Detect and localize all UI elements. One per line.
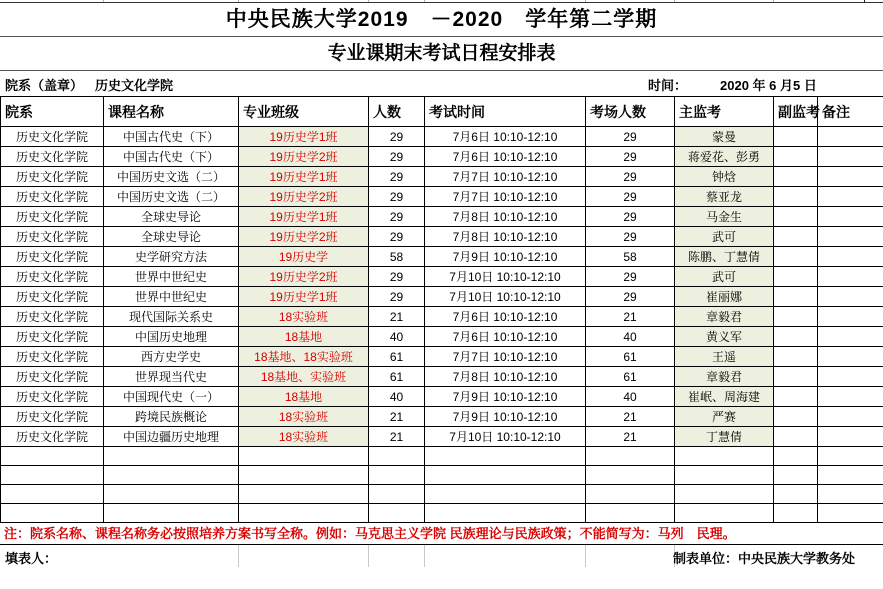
cell-remarks bbox=[818, 147, 883, 167]
empty-cell bbox=[239, 485, 369, 504]
empty-cell bbox=[369, 466, 425, 485]
empty-cell bbox=[425, 504, 586, 523]
cell-student-count: 29 bbox=[369, 207, 425, 227]
cell-department: 历史文化学院 bbox=[1, 307, 104, 327]
cell-chief-invigilator: 章毅君 bbox=[675, 367, 774, 387]
cell-exam-time: 7月7日 10:10-12:10 bbox=[425, 167, 586, 187]
cell-room-count: 40 bbox=[586, 387, 675, 407]
cell-department: 历史文化学院 bbox=[1, 407, 104, 427]
cell-student-count: 61 bbox=[369, 347, 425, 367]
grid-tick bbox=[368, 0, 369, 2]
empty-cell bbox=[1, 504, 104, 523]
cell-chief-invigilator: 崔丽娜 bbox=[675, 287, 774, 307]
cell-course-name: 史学研究方法 bbox=[104, 247, 239, 267]
cell-class: 18基地、实验班 bbox=[239, 367, 369, 387]
cell-chief-invigilator: 陈鹏、丁慧倩 bbox=[675, 247, 774, 267]
table-row bbox=[1, 307, 883, 327]
table-row bbox=[1, 347, 883, 367]
cell-deputy-invigilator bbox=[774, 287, 818, 307]
cell-chief-invigilator: 蒋爱花、彭勇 bbox=[675, 147, 774, 167]
empty-cell bbox=[675, 447, 774, 466]
cell-chief-invigilator: 严赛 bbox=[675, 407, 774, 427]
table-row bbox=[1, 247, 883, 267]
cell-exam-time: 7月8日 10:10-12:10 bbox=[425, 227, 586, 247]
empty-cell bbox=[586, 485, 675, 504]
cell-student-count: 40 bbox=[369, 327, 425, 347]
empty-cell bbox=[1, 466, 104, 485]
cell-department: 历史文化学院 bbox=[1, 147, 104, 167]
cell-remarks bbox=[818, 227, 883, 247]
cell-course-name: 中国历史文选（二） bbox=[104, 187, 239, 207]
cell-class: 19历史学2班 bbox=[239, 187, 369, 207]
grid-tick bbox=[773, 0, 774, 2]
top-grid-sliver bbox=[0, 0, 883, 3]
cell-course-name: 西方史学史 bbox=[104, 347, 239, 367]
cell-course-name: 现代国际关系史 bbox=[104, 307, 239, 327]
cell-chief-invigilator: 章毅君 bbox=[675, 307, 774, 327]
cell-chief-invigilator: 蒙曼 bbox=[675, 127, 774, 147]
footnote: 注：院系名称、课程名称务必按照培养方案书写全称。例如：马克思主义学院 民族理论与民族政策；不能简写为：马列 民理。 bbox=[0, 523, 883, 545]
page-subtitle: 专业课期末考试日程安排表 bbox=[0, 37, 883, 71]
cell-class: 19历史学2班 bbox=[239, 147, 369, 167]
cell-exam-time: 7月8日 10:10-12:10 bbox=[425, 367, 586, 387]
cell-student-count: 21 bbox=[369, 307, 425, 327]
empty-cell bbox=[818, 466, 883, 485]
empty-cell bbox=[369, 447, 425, 466]
header-deputy-invigilator: 副监考 bbox=[774, 97, 818, 127]
cell-room-count: 29 bbox=[586, 287, 675, 307]
empty-cell bbox=[425, 447, 586, 466]
cell-exam-time: 7月7日 10:10-12:10 bbox=[425, 347, 586, 367]
cell-deputy-invigilator bbox=[774, 407, 818, 427]
cell-exam-time: 7月7日 10:10-12:10 bbox=[425, 187, 586, 207]
cell-exam-time: 7月9日 10:10-12:10 bbox=[425, 387, 586, 407]
empty-cell bbox=[675, 485, 774, 504]
empty-cell bbox=[239, 466, 369, 485]
cell-exam-time: 7月10日 10:10-12:10 bbox=[425, 287, 586, 307]
cell-student-count: 29 bbox=[369, 167, 425, 187]
cell-remarks bbox=[818, 207, 883, 227]
cell-course-name: 中国古代史（下） bbox=[104, 127, 239, 147]
cell-room-count: 29 bbox=[586, 267, 675, 287]
cell-student-count: 21 bbox=[369, 407, 425, 427]
cell-class: 19历史学 bbox=[239, 247, 369, 267]
empty-table-row bbox=[1, 466, 883, 485]
grid-tick bbox=[585, 0, 586, 2]
empty-cell bbox=[425, 485, 586, 504]
cell-remarks bbox=[818, 387, 883, 407]
cell-remarks bbox=[818, 267, 883, 287]
grid-tick bbox=[424, 0, 425, 2]
cell-chief-invigilator: 钟焓 bbox=[675, 167, 774, 187]
empty-table-row bbox=[1, 485, 883, 504]
empty-cell bbox=[818, 504, 883, 523]
cell-remarks bbox=[818, 347, 883, 367]
cell-student-count: 29 bbox=[369, 267, 425, 287]
date-value: 2020 年 6 月5 日 bbox=[720, 78, 817, 93]
cell-class: 18基地 bbox=[239, 327, 369, 347]
cell-deputy-invigilator bbox=[774, 387, 818, 407]
empty-cell bbox=[774, 466, 818, 485]
cell-course-name: 中国古代史（下） bbox=[104, 147, 239, 167]
page-title: 中央民族大学2019 －2020 学年第二学期 bbox=[0, 3, 883, 37]
cell-department: 历史文化学院 bbox=[1, 247, 104, 267]
cell-class: 18实验班 bbox=[239, 307, 369, 327]
cell-course-name: 世界中世纪史 bbox=[104, 267, 239, 287]
cell-course-name: 世界中世纪史 bbox=[104, 287, 239, 307]
empty-cell bbox=[1, 485, 104, 504]
cell-class: 18基地、18实验班 bbox=[239, 347, 369, 367]
grid-tick bbox=[864, 0, 865, 3]
empty-cell bbox=[1, 447, 104, 466]
cell-exam-time: 7月10日 10:10-12:10 bbox=[425, 267, 586, 287]
cell-exam-time: 7月6日 10:10-12:10 bbox=[425, 307, 586, 327]
cell-remarks bbox=[818, 367, 883, 387]
cell-room-count: 29 bbox=[586, 227, 675, 247]
footer-gridline bbox=[238, 545, 239, 567]
cell-department: 历史文化学院 bbox=[1, 347, 104, 367]
table-row bbox=[1, 407, 883, 427]
table-row bbox=[1, 267, 883, 287]
cell-department: 历史文化学院 bbox=[1, 267, 104, 287]
header-remarks: 备注 bbox=[818, 97, 883, 127]
cell-course-name: 中国历史文选（二） bbox=[104, 167, 239, 187]
empty-cell bbox=[239, 447, 369, 466]
cell-deputy-invigilator bbox=[774, 127, 818, 147]
exam-schedule-table bbox=[0, 96, 883, 523]
cell-department: 历史文化学院 bbox=[1, 187, 104, 207]
cell-course-name: 世界现当代史 bbox=[104, 367, 239, 387]
cell-student-count: 29 bbox=[369, 127, 425, 147]
empty-cell bbox=[104, 447, 239, 466]
cell-exam-time: 7月6日 10:10-12:10 bbox=[425, 327, 586, 347]
cell-room-count: 61 bbox=[586, 347, 675, 367]
footer-gridline bbox=[368, 545, 369, 567]
department-stamp-label: 院系（盖章） bbox=[5, 78, 84, 93]
cell-course-name: 中国现代史（一） bbox=[104, 387, 239, 407]
empty-cell bbox=[425, 466, 586, 485]
cell-department: 历史文化学院 bbox=[1, 207, 104, 227]
info-row bbox=[0, 71, 883, 96]
empty-cell bbox=[104, 485, 239, 504]
empty-cell bbox=[675, 504, 774, 523]
cell-class: 18基地 bbox=[239, 387, 369, 407]
header-room-count: 考场人数 bbox=[586, 97, 675, 127]
header-row bbox=[1, 97, 883, 127]
cell-deputy-invigilator bbox=[774, 187, 818, 207]
cell-chief-invigilator: 武可 bbox=[675, 267, 774, 287]
empty-cell bbox=[586, 447, 675, 466]
issuing-unit-label: 制表单位：中央民族大学教务处 bbox=[673, 551, 856, 566]
table-row bbox=[1, 187, 883, 207]
cell-chief-invigilator: 丁慧倩 bbox=[675, 427, 774, 447]
cell-deputy-invigilator bbox=[774, 247, 818, 267]
header-class: 专业班级 bbox=[239, 97, 369, 127]
cell-class: 18实验班 bbox=[239, 407, 369, 427]
cell-student-count: 29 bbox=[369, 227, 425, 247]
cell-course-name: 全球史导论 bbox=[104, 207, 239, 227]
header-department: 院系 bbox=[1, 97, 104, 127]
cell-department: 历史文化学院 bbox=[1, 387, 104, 407]
cell-exam-time: 7月6日 10:10-12:10 bbox=[425, 127, 586, 147]
cell-deputy-invigilator bbox=[774, 307, 818, 327]
cell-exam-time: 7月8日 10:10-12:10 bbox=[425, 207, 586, 227]
cell-room-count: 29 bbox=[586, 167, 675, 187]
cell-room-count: 58 bbox=[586, 247, 675, 267]
cell-deputy-invigilator bbox=[774, 207, 818, 227]
cell-class: 19历史学1班 bbox=[239, 167, 369, 187]
table-row bbox=[1, 167, 883, 187]
cell-room-count: 21 bbox=[586, 307, 675, 327]
cell-class: 19历史学1班 bbox=[239, 207, 369, 227]
grid-tick bbox=[238, 0, 239, 2]
cell-room-count: 40 bbox=[586, 327, 675, 347]
cell-room-count: 29 bbox=[586, 127, 675, 147]
empty-cell bbox=[104, 466, 239, 485]
cell-department: 历史文化学院 bbox=[1, 227, 104, 247]
cell-department: 历史文化学院 bbox=[1, 427, 104, 447]
empty-cell bbox=[774, 485, 818, 504]
cell-deputy-invigilator bbox=[774, 227, 818, 247]
cell-room-count: 21 bbox=[586, 407, 675, 427]
empty-cell bbox=[818, 485, 883, 504]
empty-cell bbox=[104, 504, 239, 523]
table-row bbox=[1, 427, 883, 447]
empty-cell bbox=[239, 504, 369, 523]
cell-course-name: 中国历史地理 bbox=[104, 327, 239, 347]
cell-remarks bbox=[818, 247, 883, 267]
empty-cell bbox=[675, 466, 774, 485]
cell-deputy-invigilator bbox=[774, 427, 818, 447]
cell-deputy-invigilator bbox=[774, 167, 818, 187]
cell-student-count: 29 bbox=[369, 147, 425, 167]
cell-room-count: 21 bbox=[586, 427, 675, 447]
cell-chief-invigilator: 崔岷、周海建 bbox=[675, 387, 774, 407]
empty-table-row bbox=[1, 504, 883, 523]
cell-student-count: 40 bbox=[369, 387, 425, 407]
cell-department: 历史文化学院 bbox=[1, 287, 104, 307]
cell-exam-time: 7月6日 10:10-12:10 bbox=[425, 147, 586, 167]
cell-course-name: 中国边疆历史地理 bbox=[104, 427, 239, 447]
cell-deputy-invigilator bbox=[774, 347, 818, 367]
cell-remarks bbox=[818, 327, 883, 347]
table-row bbox=[1, 207, 883, 227]
cell-class: 19历史学1班 bbox=[239, 127, 369, 147]
empty-cell bbox=[369, 504, 425, 523]
cell-room-count: 29 bbox=[586, 187, 675, 207]
cell-room-count: 29 bbox=[586, 147, 675, 167]
empty-cell bbox=[774, 504, 818, 523]
footer-gridline bbox=[424, 545, 425, 567]
cell-deputy-invigilator bbox=[774, 147, 818, 167]
cell-course-name: 跨境民族概论 bbox=[104, 407, 239, 427]
table-row bbox=[1, 227, 883, 247]
empty-cell bbox=[818, 447, 883, 466]
cell-department: 历史文化学院 bbox=[1, 167, 104, 187]
cell-exam-time: 7月10日 10:10-12:10 bbox=[425, 427, 586, 447]
header-exam-time: 考试时间 bbox=[425, 97, 586, 127]
header-course-name: 课程名称 bbox=[104, 97, 239, 127]
cell-deputy-invigilator bbox=[774, 267, 818, 287]
date-label: 时间： bbox=[648, 78, 688, 93]
cell-room-count: 29 bbox=[586, 207, 675, 227]
cell-exam-time: 7月9日 10:10-12:10 bbox=[425, 407, 586, 427]
cell-remarks bbox=[818, 307, 883, 327]
cell-student-count: 29 bbox=[369, 287, 425, 307]
cell-chief-invigilator: 王遥 bbox=[675, 347, 774, 367]
table-row bbox=[1, 127, 883, 147]
cell-student-count: 58 bbox=[369, 247, 425, 267]
cell-remarks bbox=[818, 407, 883, 427]
cell-student-count: 21 bbox=[369, 427, 425, 447]
cell-chief-invigilator: 蔡亚龙 bbox=[675, 187, 774, 207]
table-row bbox=[1, 327, 883, 347]
cell-class: 18实验班 bbox=[239, 427, 369, 447]
cell-remarks bbox=[818, 167, 883, 187]
empty-cell bbox=[586, 466, 675, 485]
cell-department: 历史文化学院 bbox=[1, 327, 104, 347]
cell-deputy-invigilator bbox=[774, 327, 818, 347]
cell-class: 19历史学2班 bbox=[239, 267, 369, 287]
cell-remarks bbox=[818, 187, 883, 207]
cell-chief-invigilator: 马金生 bbox=[675, 207, 774, 227]
header-chief-invigilator: 主监考 bbox=[675, 97, 774, 127]
cell-chief-invigilator: 黄义军 bbox=[675, 327, 774, 347]
cell-student-count: 61 bbox=[369, 367, 425, 387]
header-student-count: 人数 bbox=[369, 97, 425, 127]
cell-room-count: 61 bbox=[586, 367, 675, 387]
table-row bbox=[1, 387, 883, 407]
cell-student-count: 29 bbox=[369, 187, 425, 207]
grid-tick bbox=[674, 0, 675, 2]
table-row bbox=[1, 287, 883, 307]
table-row bbox=[1, 147, 883, 167]
cell-deputy-invigilator bbox=[774, 367, 818, 387]
cell-department: 历史文化学院 bbox=[1, 127, 104, 147]
empty-table-row bbox=[1, 447, 883, 466]
cell-course-name: 全球史导论 bbox=[104, 227, 239, 247]
form-filler-label: 填表人： bbox=[5, 551, 58, 566]
empty-cell bbox=[369, 485, 425, 504]
table-row bbox=[1, 367, 883, 387]
cell-class: 19历史学1班 bbox=[239, 287, 369, 307]
footer-row bbox=[0, 545, 883, 567]
cell-remarks bbox=[818, 427, 883, 447]
footer-gridline bbox=[585, 545, 586, 567]
empty-cell bbox=[774, 447, 818, 466]
grid-tick bbox=[103, 0, 104, 2]
cell-remarks bbox=[818, 127, 883, 147]
department-name: 历史文化学院 bbox=[95, 78, 174, 93]
cell-remarks bbox=[818, 287, 883, 307]
cell-class: 19历史学2班 bbox=[239, 227, 369, 247]
cell-exam-time: 7月9日 10:10-12:10 bbox=[425, 247, 586, 267]
empty-cell bbox=[586, 504, 675, 523]
cell-chief-invigilator: 武可 bbox=[675, 227, 774, 247]
cell-department: 历史文化学院 bbox=[1, 367, 104, 387]
